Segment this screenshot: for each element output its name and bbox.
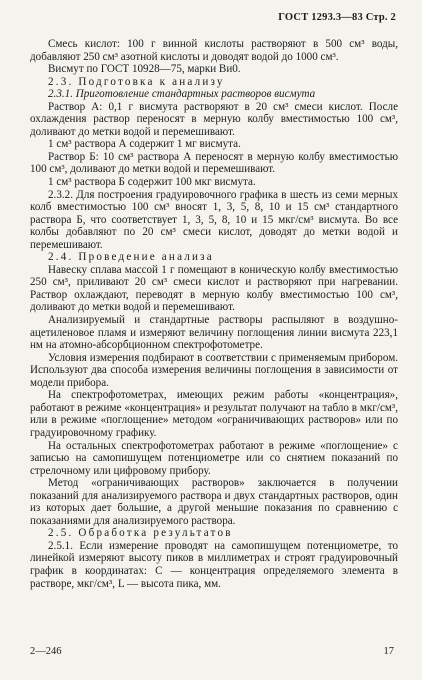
paragraph-concentration-mode: На спектрофотометрах, имеющих режим работы «концентрация», работают в режиме «концентрация» и результат получают на табло в мкг/см³, или в режиме «поглощение» методом «ограничивающих растворов» или по градуировочному графику.: [30, 389, 398, 439]
paragraph-solution-a: Раствор А: 0,1 г висмута растворяют в 20 см³ смеси кислот. После охлаждения раствор переносят в мерную колбу вместимостью 100 см³, доливают до метки водой и перемешивают.: [30, 100, 398, 138]
paragraph-sample: Навеску сплава массой 1 г помещают в коническую колбу вместимостью 250 см³, приливают 20 см³ смеси кислот и растворяют при нагревании. Раствор охлаждают, переводят в мерную колбу вместимостью 100 см³, доливают до метки водой и перемешивают.: [30, 263, 398, 314]
paragraph-calibration: 2.3.2. Для построения градуировочного графика в шесть из семи мерных колб вместимостью 100 см³ вносят 1, 3, 5, 8, 10 и 15 см³ стандартного раствора Б, что соответствует 1, 3, 5, 8, 10 и 15 мкг/см³ висмута. Во все колбы добавляют по 20 см³ смеси кислот, доводят до метки водой и перемешивают.: [30, 188, 398, 251]
paragraph-solution-b-content: 1 см³ раствора Б содержит 100 мкг висмута.: [48, 176, 256, 189]
paragraph-recorder: 2.5.1. Если измерение проводят на самопишущем потенциометре, то линейкой измеряют высоту пиков в миллиметрах и строят градуировочный график в координатах: C — концентрация определяемого элемента в растворе, мкг/см³, L — высота пика, мм.: [30, 539, 398, 590]
paragraph-absorption-mode: На остальных спектрофотометрах работают в режиме «поглощение» с записью на самопишущем потенциометре или со снятием показаний по стрелочному или цифровому прибору.: [30, 439, 398, 477]
paragraph-solution-a-content: 1 см³ раствора А содержит 1 мг висмута.: [48, 138, 241, 151]
paragraph-conditions: Условия измерения подбирают в соответствии с применяемым прибором. Используют два способа измерения величины поглощения в зависимости от модели прибора.: [30, 351, 398, 389]
paragraph-atomization: Анализируемый и стандартные растворы распыляют в воздушно-ацетиленовое пламя и измеряют величину поглощения линии висмута 223,1 нм на атомно-абсорбционном спектрофотометре.: [30, 314, 398, 352]
paragraph-solution-b: Раствор Б: 10 см³ раствора А переносят в мерную колбу вместимостью 100 см³, доливают до метки водой и перемешивают.: [30, 150, 398, 176]
footer-sheet-mark: 2—246: [30, 646, 62, 657]
page-header: ГОСТ 1293.3—83 Стр. 2: [278, 12, 396, 23]
section-heading-results: 2.5. Обработка результатов: [48, 527, 233, 540]
page-number: 17: [383, 646, 394, 657]
section-heading-analysis: 2.4. Проведение анализа: [48, 251, 214, 264]
document-body: [30, 38, 398, 590]
paragraph-acid-mix: Смесь кислот: 100 г винной кислоты растворяют в 500 см³ воды, добавляют 250 см³ азотной кислоты и доводят водой до 1000 см³.: [30, 38, 398, 63]
paragraph-bracketing-method: Метод «ограничивающих растворов» заключается в получении показаний для анализируемого раствора и двух стандартных растворов, один из которых дает большие, а другой меньшие показания по сравнению с показаниями для анализируемого раствора.: [30, 477, 398, 527]
subsection-heading-standards: 2.3.1. Приготовление стандартных растворов висмута: [48, 88, 316, 101]
section-heading-preparation: 2.3. Подготовка к анализу: [48, 75, 225, 88]
paragraph-bismuth: Висмут по ГОСТ 10928—75, марки Ви0.: [48, 63, 241, 76]
